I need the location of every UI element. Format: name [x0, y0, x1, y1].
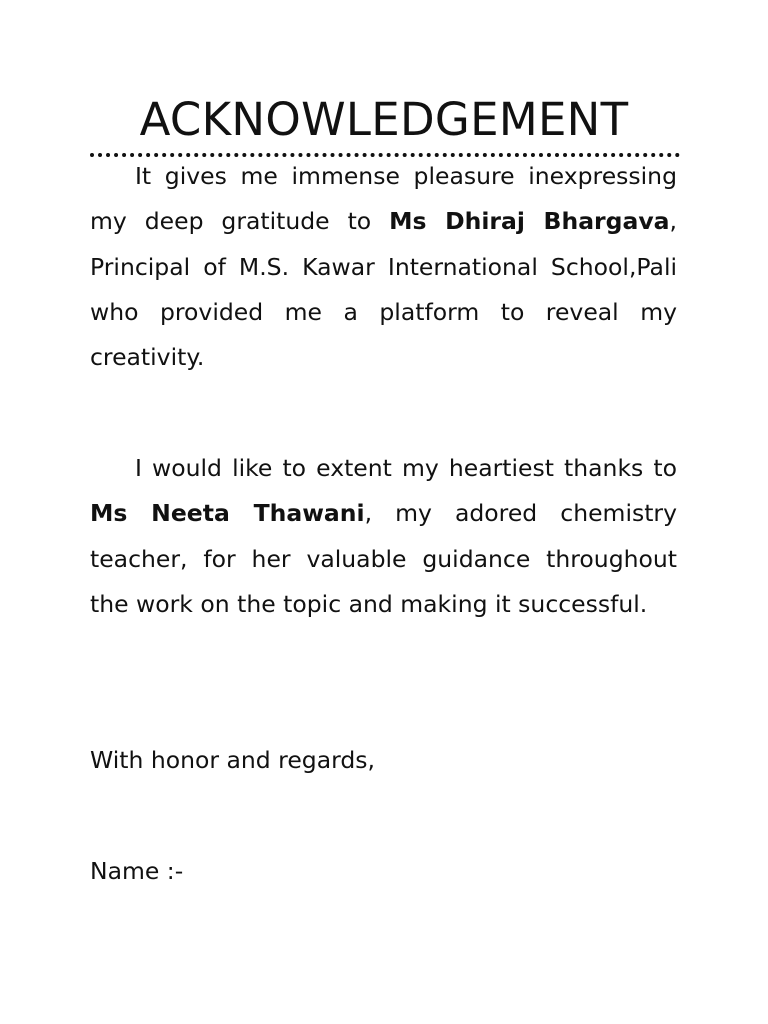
paragraph-text-before: It gives me immense pleasure inexpressing my deep gratitude to [90, 162, 677, 236]
acknowledgement-paragraph-principal [90, 154, 677, 380]
acknowledgement-paragraph-teacher [90, 446, 677, 627]
paragraph-text-before: I would like to extent my heartiest thanks to [135, 454, 677, 482]
teacher-name: Ms Neeta Thawani [90, 499, 365, 528]
closing-line: With honor and regards, [90, 746, 375, 774]
principal-name: Ms Dhiraj Bhargava [389, 207, 670, 236]
paragraph-text-after: , Principal of M.S. Kawar International School,Pali who provided me a platform to reveal my creativity. [90, 207, 677, 372]
name-label: Name :- [90, 857, 184, 885]
paragraph-text-after: , my adored chemistry teacher, for her valuable guidance throughout the work on the topic and making it successful. [90, 499, 677, 618]
page-title: ACKNOWLEDGEMENT [139, 93, 629, 146]
